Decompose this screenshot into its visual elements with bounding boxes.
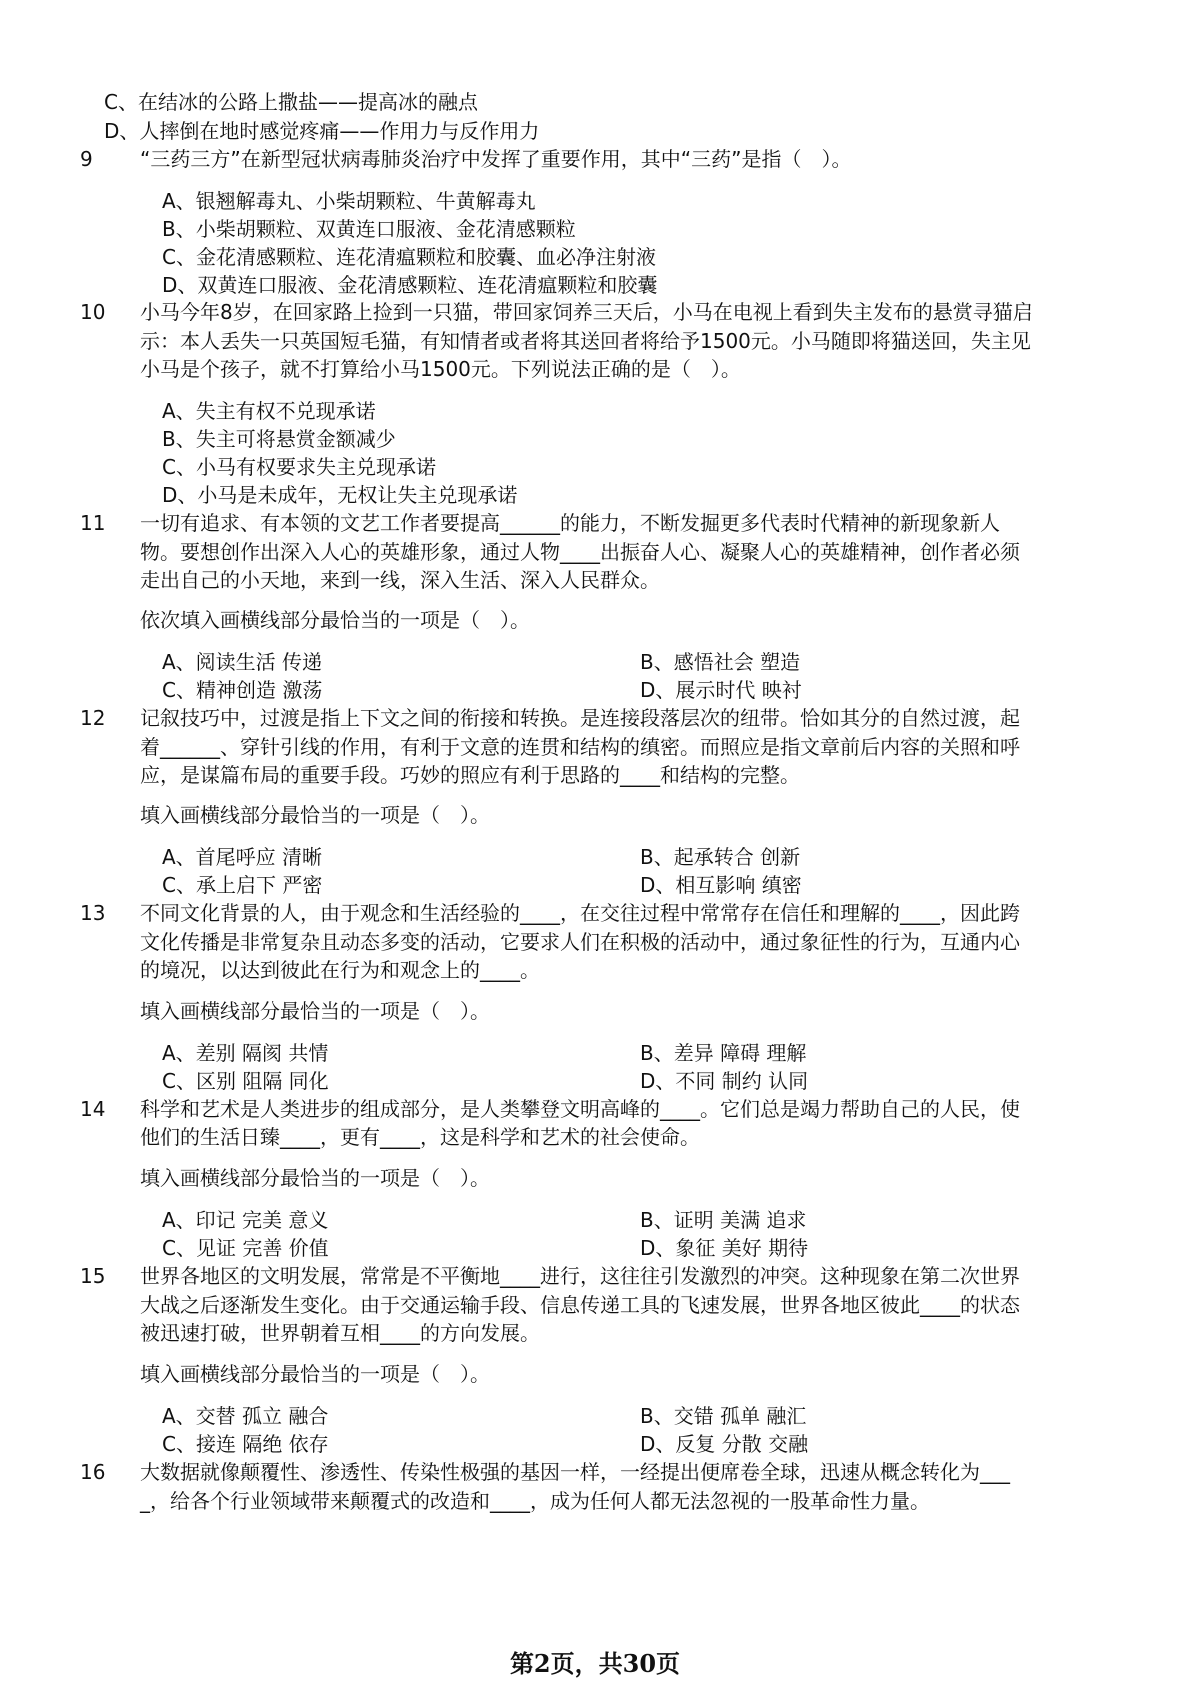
question-number: 14	[80, 1097, 106, 1121]
question-number: 9	[80, 147, 93, 171]
option-b: B、证明 美满 追求	[640, 1208, 807, 1232]
question-text-line: 被迅速打破，世界朝着互相____的方向发展。	[140, 1321, 540, 1345]
question-text-line: 小马是个孩子，就不打算给小马1500元。下列说法正确的是（ ）。	[140, 357, 741, 381]
question-number: 10	[80, 300, 106, 324]
question-text-line: 文化传播是非常复杂且动态多变的活动，它要求人们在积极的活动中，通过象征性的行为，互通内心	[140, 930, 1020, 954]
option-a: A、首尾呼应 清晰	[162, 845, 323, 869]
question-text-line: 他们的生活日臻____，更有____，这是科学和艺术的社会使命。	[140, 1125, 700, 1149]
option-d: D、小马是未成年，无权让失主兑现承诺	[162, 483, 518, 507]
option-c: C、金花清感颗粒、连花清瘟颗粒和胶囊、血必净注射液	[162, 245, 656, 269]
question-text-line: 不同文化背景的人，由于观念和生活经验的____，在交往过程中常常存在信任和理解的____，因此跨	[140, 901, 1020, 925]
option-b: B、小柴胡颗粒、双黄连口服液、金花清感颗粒	[162, 217, 576, 241]
question-text-line: 一切有追求、有本领的文艺工作者要提高______的能力，不断发掘更多代表时代精神的新现象新人	[140, 511, 1000, 535]
option-b: B、差异 障碍 理解	[640, 1041, 807, 1065]
question-text-line: _，给各个行业领域带来颠覆式的改造和____，成为任何人都无法忽视的一股革命性力量。	[140, 1489, 930, 1513]
option-d: D、反复 分散 交融	[640, 1432, 809, 1456]
prev-option-c: C、在结冰的公路上撒盐——提高冰的融点	[104, 90, 478, 114]
option-b: B、交错 孤单 融汇	[640, 1404, 807, 1428]
option-b: B、起承转合 创新	[640, 845, 801, 869]
question-prompt: 填入画横线部分最恰当的一项是（ ）。	[140, 999, 490, 1023]
option-a: A、差别 隔阂 共情	[162, 1041, 329, 1065]
question-text-line: “三药三方”在新型冠状病毒肺炎治疗中发挥了重要作用，其中“三药”是指（ ）。	[140, 147, 852, 171]
question-prompt: 填入画横线部分最恰当的一项是（ ）。	[140, 1166, 490, 1190]
question-text-line: 大数据就像颠覆性、渗透性、传染性极强的基因一样，一经提出便席卷全球，迅速从概念转化为___	[140, 1460, 1010, 1484]
question-prompt: 填入画横线部分最恰当的一项是（ ）。	[140, 803, 490, 827]
option-d: D、不同 制约 认同	[640, 1069, 809, 1093]
option-c: C、精神创造 激荡	[162, 678, 323, 702]
option-a: A、交替 孤立 融合	[162, 1404, 329, 1428]
question-text-line: 物。要想创作出深入人心的英雄形象，通过人物____出振奋人心、凝聚人心的英雄精神，创作者必须	[140, 540, 1020, 564]
question-text-line: 大战之后逐渐发生变化。由于交通运输手段、信息传递工具的飞速发展，世界各地区彼此____的状态	[140, 1293, 1020, 1317]
option-c: C、承上启下 严密	[162, 873, 323, 897]
page-footer: 第2页，共30页	[509, 1649, 681, 1678]
question-text-line: 科学和艺术是人类进步的组成部分，是人类攀登文明高峰的____。它们总是竭力帮助自己的人民，使	[140, 1097, 1020, 1121]
question-number: 12	[80, 706, 106, 730]
question-number: 15	[80, 1264, 106, 1288]
question-text-line: 示：本人丢失一只英国短毛猫，有知情者或者将其送回者将给予1500元。小马随即将猫送回，失主见	[140, 329, 1031, 353]
prev-option-d: D、人摔倒在地时感觉疼痛——作用力与反作用力	[104, 119, 540, 143]
question-text-line: 着______、穿针引线的作用，有利于文意的连贯和结构的缜密。而照应是指文章前后内容的关照和呼	[140, 735, 1020, 759]
question-text-line: 小马今年8岁，在回家路上捡到一只猫，带回家饲养三天后，小马在电视上看到失主发布的悬赏寻猫启	[140, 300, 1033, 324]
option-b: B、失主可将悬赏金额减少	[162, 427, 396, 451]
option-a: A、失主有权不兑现承诺	[162, 399, 376, 423]
question-text-line: 应，是谋篇布局的重要手段。巧妙的照应有利于思路的____和结构的完整。	[140, 763, 800, 787]
option-c: C、接连 隔绝 依存	[162, 1432, 329, 1456]
question-number: 11	[80, 511, 106, 535]
question-text-line: 记叙技巧中，过渡是指上下文之间的衔接和转换。是连接段落层次的纽带。恰如其分的自然过渡，起	[140, 706, 1020, 730]
option-a: A、印记 完美 意义	[162, 1208, 329, 1232]
question-text-line: 世界各地区的文明发展，常常是不平衡地____进行，这往往引发激烈的冲突。这种现象在第二次世界	[140, 1264, 1020, 1288]
option-b: B、感悟社会 塑造	[640, 650, 801, 674]
option-d: D、象征 美好 期待	[640, 1236, 809, 1260]
question-number: 13	[80, 901, 106, 925]
option-a: A、阅读生活 传递	[162, 650, 323, 674]
option-d: D、双黄连口服液、金花清感颗粒、连花清瘟颗粒和胶囊	[162, 273, 658, 297]
option-c: C、小马有权要求失主兑现承诺	[162, 455, 436, 479]
question-prompt: 填入画横线部分最恰当的一项是（ ）。	[140, 1362, 490, 1386]
question-number: 16	[80, 1460, 106, 1484]
option-d: D、相互影响 缜密	[640, 873, 802, 897]
question-text-line: 走出自己的小天地，来到一线，深入生活、深入人民群众。	[140, 568, 660, 592]
option-d: D、展示时代 映衬	[640, 678, 802, 702]
question-text-line: 的境况，以达到彼此在行为和观念上的____。	[140, 958, 540, 982]
option-c: C、见证 完善 价值	[162, 1236, 329, 1260]
option-a: A、银翘解毒丸、小柴胡颗粒、牛黄解毒丸	[162, 189, 536, 213]
option-c: C、区别 阻隔 同化	[162, 1069, 329, 1093]
question-prompt: 依次填入画横线部分最恰当的一项是（ ）。	[140, 608, 530, 632]
